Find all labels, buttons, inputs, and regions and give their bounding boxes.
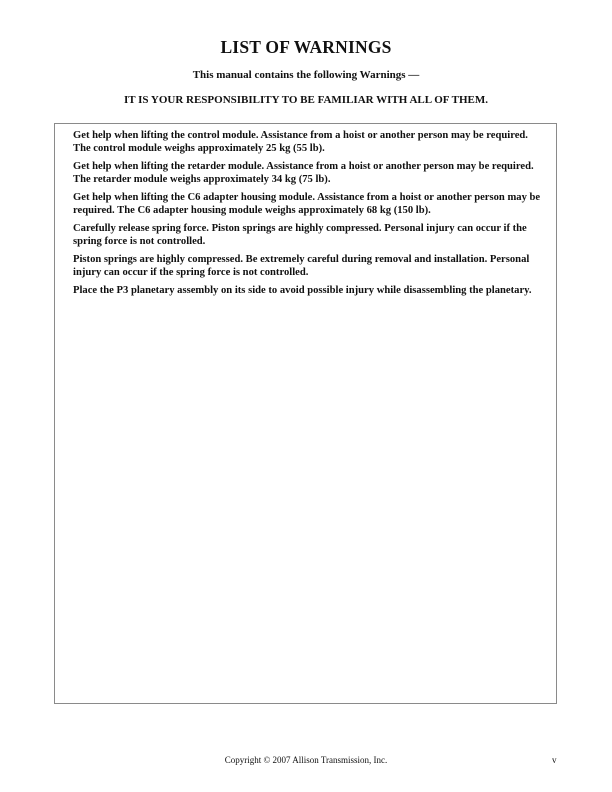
warning-item-2: Get help when lifting the retarder module. Assistance from a hoist or another person may be required. The retarder module weighs approximately 34 kg (75 lb).: [73, 161, 534, 185]
warning-item-4: Carefully release spring force. Piston springs are highly compressed. Personal injury can occur if the spring force is not controlled.: [73, 223, 527, 247]
subtitle: This manual contains the following Warnings —: [192, 69, 420, 81]
warnings-box: [54, 123, 557, 704]
copyright-footer: Copyright © 2007 Allison Transmission, Inc.: [224, 755, 388, 765]
responsibility-notice: IT IS YOUR RESPONSIBILITY TO BE FAMILIAR WITH ALL OF THEM.: [123, 94, 488, 106]
warning-item-3: Get help when lifting the C6 adapter housing module. Assistance from a hoist or another person may be required. The C6 adapter housing module weighs approximately 68 kg (150 lb).: [73, 192, 541, 216]
page-number: v: [552, 755, 557, 765]
warning-item-1: Get help when lifting the control module. Assistance from a hoist or another person may be required. The control module weighs approximately 25 kg (55 lb).: [73, 130, 528, 154]
page-title: LIST OF WARNINGS: [220, 37, 392, 57]
warning-item-6: Place the P3 planetary assembly on its side to avoid possible injury while disassembling the planetary.: [73, 285, 532, 296]
warning-item-5: Piston springs are highly compressed. Be extremely careful during removal and installation. Personal injury can occur if the spring force is not controlled.: [73, 254, 530, 278]
